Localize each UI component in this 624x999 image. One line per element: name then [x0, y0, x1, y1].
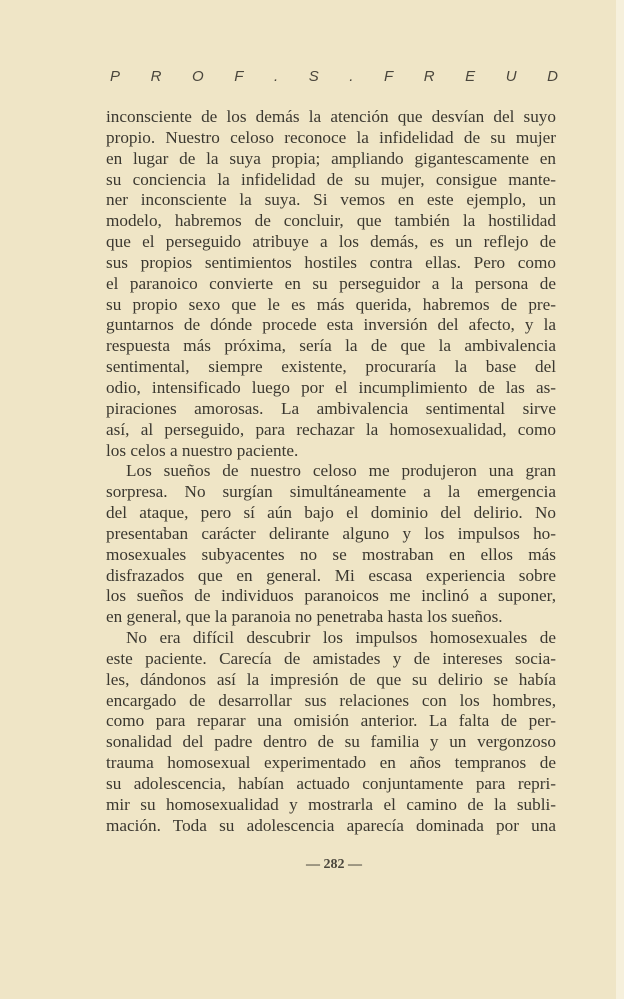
text-line: mir su homosexualidad y mostrarla el camino de la subli-	[106, 794, 556, 814]
text-line: su conciencia la infidelidad de su mujer, consigue mante-	[106, 169, 556, 189]
header-letter: O	[191, 68, 204, 85]
text-line: sentimental, siempre existente, procuraría la base del	[106, 357, 556, 377]
text-line: los sueños de individuos paranoicos me inclinó a suponer,	[106, 586, 556, 606]
text-line: mosexuales subyacentes no se mostraban en ellos más	[106, 544, 556, 564]
header-letter: F	[384, 68, 394, 85]
text-line: en general, que la paranoia no penetraba hasta los sueños.	[106, 607, 503, 627]
text-line: los celos a nuestro paciente.	[106, 440, 299, 460]
text-line: respuesta más próxima, sería la de que la ambivalencia	[106, 336, 556, 356]
text-line: encargado de desarrollar sus relaciones con los hombres,	[106, 690, 556, 710]
header-letter: P	[110, 68, 121, 85]
text-line: les, dándonos así la impresión de que su delirio se había	[106, 669, 556, 689]
text-line: modelo, habremos de concluir, que también la hostilidad	[106, 211, 556, 231]
text-line: propio. Nuestro celoso reconoce la infidelidad de su mujer	[106, 127, 556, 147]
text-line: mación. Toda su adolescencia aparecía dominada por una	[106, 815, 556, 835]
header-letter: .	[273, 68, 279, 85]
text-line: este paciente. Carecía de amistades y de intereses socia-	[106, 648, 556, 668]
text-line: trauma homosexual experimentado en años tempranos de	[106, 753, 556, 773]
text-line: sorpresa. No surgían simultáneamente a la emergencia	[106, 482, 556, 502]
text-line: como para reparar una omisión anterior. La falta de per-	[106, 711, 556, 731]
header-letter: E	[465, 68, 476, 85]
text-line: inconsciente de los demás la atención que desvían del suyo	[106, 107, 556, 126]
text-line: ner inconsciente la suya. Si vemos en este ejemplo, un	[106, 190, 556, 210]
page-number: — 282 —	[306, 857, 362, 872]
text-line: del ataque, pero sí aún bajo el dominio del delirio. No	[106, 503, 556, 523]
text-line: su propio sexo que le es más querida, habremos de pre-	[106, 294, 556, 314]
running-header	[110, 68, 558, 85]
text-line: piraciones amorosas. La ambivalencia sentimental sirve	[106, 398, 556, 418]
text-line: No era difícil descubrir los impulsos homosexuales de	[126, 628, 556, 648]
header-letter: F	[234, 68, 244, 85]
header-letter: S	[308, 68, 319, 85]
text-line: Los sueños de nuestro celoso me produjeron una gran	[126, 461, 556, 481]
text-line: que el perseguido atribuye a los demás, es un reflejo de	[106, 232, 556, 252]
header-letter: R	[150, 68, 162, 85]
text-line: guntarnos de dónde procede esta inversión del afecto, y la	[106, 315, 556, 335]
text-line: el paranoico convierte en su perseguidor a la persona de	[106, 273, 556, 293]
header-letter: D	[547, 68, 558, 85]
text-line: sonalidad del padre dentro de su familia y un vergonzoso	[106, 732, 556, 752]
page-edge	[616, 0, 624, 999]
text-line: sus propios sentimientos hostiles contra ellas. Pero como	[106, 252, 556, 272]
header-letter: R	[423, 68, 435, 85]
header-letter: .	[349, 68, 354, 85]
text-line: en lugar de la suya propia; ampliando gigantescamente en	[106, 148, 556, 168]
text-line: odio, intensificado luego por el incumplimiento de las as-	[106, 377, 556, 397]
header-letter: U	[505, 68, 517, 85]
text-line: su adolescencia, habían actuado conjuntamente para repri-	[106, 774, 556, 793]
text-line: disfrazados que en general. Mi escasa experiencia sobre	[106, 565, 556, 585]
text-line: así, al perseguido, para rechazar la homosexualidad, como	[106, 419, 556, 439]
text-line: presentaban carácter delirante alguno y los impulsos ho-	[106, 523, 556, 543]
body-text	[106, 107, 556, 837]
